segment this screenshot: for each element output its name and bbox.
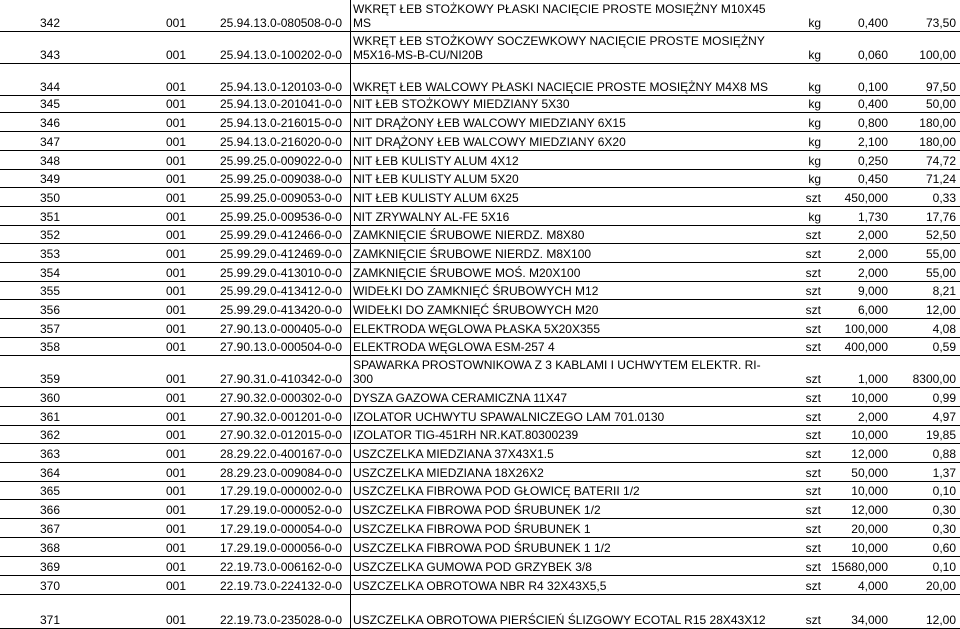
unit-cell: kg: [808, 116, 821, 130]
row-number-cell: 371: [40, 613, 61, 627]
table-row: [0, 226, 960, 244]
quantity-cell: 0,060: [857, 48, 888, 62]
item-name-cell: USZCZELKA MIEDZIANA 18X26X2: [350, 463, 774, 481]
quantity-cell: 2,000: [857, 266, 888, 280]
row-number-cell: 349: [40, 172, 61, 186]
unit-cell: szt: [805, 541, 821, 555]
item-name-cell: USZCZELKA GUMOWA POD GRZYBEK 3/8: [350, 557, 774, 575]
item-code-cell: 17.29.19.0-000056-0-0: [220, 541, 343, 555]
quantity-cell: 450,000: [844, 191, 888, 205]
table-row: [0, 463, 960, 482]
unit-cell: szt: [805, 579, 821, 593]
item-code-cell: 25.94.13.0-100202-0-0: [220, 48, 343, 62]
item-code-cell: 22.19.73.0-006162-0-0: [220, 560, 343, 574]
quantity-cell: 400,000: [844, 340, 888, 354]
table-row: [0, 482, 960, 500]
quantity-cell: 2,000: [857, 410, 888, 424]
table-row: [0, 151, 960, 170]
row-number-cell: 366: [40, 503, 61, 517]
table-row: [0, 407, 960, 426]
unit-cell: szt: [805, 303, 821, 317]
item-code-cell: 25.99.29.0-413420-0-0: [220, 303, 343, 317]
row-number-cell: 342: [40, 16, 61, 30]
item-name-cell: DYSZA GAZOWA CERAMICZNA 11X47: [350, 388, 774, 406]
unit-cell: kg: [808, 135, 821, 149]
item-name-cell: WIDEŁKI DO ZAMKNIĘĆ ŚRUBOWYCH M20: [350, 300, 774, 318]
item-name-cell: WKRĘT ŁEB WALCOWY PŁASKI NACIĘCIE PROSTE MOSIĘŻNY M4X8 MS: [350, 64, 774, 95]
row-number-cell: 370: [40, 579, 61, 593]
unit-price-cell: 17,76: [925, 210, 956, 224]
item-code-cell: 27.90.32.0-000302-0-0: [220, 391, 343, 405]
unit-price-cell: 55,00: [925, 266, 956, 280]
row-number-cell: 365: [40, 484, 61, 498]
table-row: [0, 519, 960, 538]
item-name-cell: NIT DRĄŻONY ŁEB WALCOWY MIEDZIANY 6X15: [350, 113, 774, 131]
unit-cell: kg: [808, 80, 821, 94]
unit-code-cell: 001: [166, 522, 187, 536]
unit-code-cell: 001: [166, 579, 187, 593]
unit-price-cell: 4,08: [932, 322, 956, 336]
unit-cell: kg: [808, 172, 821, 186]
item-name-cell: NIT ŁEB KULISTY ALUM 6X25: [350, 188, 774, 206]
quantity-cell: 4,000: [857, 579, 888, 593]
item-name-cell: SPAWARKA PROSTOWNIKOWA Z 3 KABLAMI I UCHWYTEM ELEKTR. RI-300: [350, 356, 774, 387]
unit-price-cell: 8,21: [932, 284, 956, 298]
item-code-cell: 25.94.13.0-216020-0-0: [220, 135, 343, 149]
unit-price-cell: 0,30: [932, 503, 956, 517]
table-row: [0, 207, 960, 226]
unit-cell: szt: [805, 447, 821, 461]
item-code-cell: 27.90.13.0-000504-0-0: [220, 340, 343, 354]
row-number-cell: 346: [40, 116, 61, 130]
unit-price-cell: 0,99: [932, 391, 956, 405]
unit-cell: szt: [805, 191, 821, 205]
row-number-cell: 363: [40, 447, 61, 461]
quantity-cell: 20,000: [851, 522, 888, 536]
item-code-cell: 25.99.29.0-413412-0-0: [220, 284, 343, 298]
row-number-cell: 359: [40, 372, 61, 386]
table-row: [0, 96, 960, 113]
unit-cell: szt: [805, 284, 821, 298]
item-name-cell: NIT ŁEB STOŻKOWY MIEDZIANY 5X30: [350, 96, 774, 112]
item-code-cell: 25.99.29.0-412469-0-0: [220, 247, 343, 261]
table-row: [0, 595, 960, 629]
quantity-cell: 1,000: [857, 372, 888, 386]
unit-price-cell: 180,00: [919, 116, 956, 130]
unit-cell: szt: [805, 340, 821, 354]
unit-price-cell: 0,59: [932, 340, 956, 354]
item-name-cell: ELEKTRODA WĘGLOWA ESM-257 4: [350, 338, 774, 355]
quantity-cell: 15680,000: [831, 560, 888, 574]
item-code-cell: 17.29.19.0-000002-0-0: [220, 484, 343, 498]
table-row: [0, 132, 960, 151]
quantity-cell: 10,000: [851, 541, 888, 555]
unit-code-cell: 001: [166, 80, 187, 94]
item-name-cell: IZOLATOR UCHWYTU SPAWALNICZEGO LAM 701.0130: [350, 407, 774, 425]
quantity-cell: 0,250: [857, 154, 888, 168]
unit-price-cell: 0,30: [932, 522, 956, 536]
unit-price-cell: 19,85: [925, 428, 956, 442]
quantity-cell: 12,000: [851, 503, 888, 517]
quantity-cell: 9,000: [857, 284, 888, 298]
quantity-cell: 0,100: [857, 80, 888, 94]
unit-price-cell: 0,88: [932, 447, 956, 461]
row-number-cell: 355: [40, 284, 61, 298]
item-name-cell: USZCZELKA FIBROWA POD GŁOWICĘ BATERII 1/2: [350, 482, 774, 499]
unit-price-cell: 1,37: [932, 466, 956, 480]
unit-price-cell: 0,33: [932, 191, 956, 205]
item-code-cell: 25.94.13.0-216015-0-0: [220, 116, 343, 130]
item-name-cell: USZCZELKA OBROTOWA PIERŚCIEŃ ŚLIZGOWY ECOTAL R15 28X43X12: [350, 595, 774, 628]
item-name-cell: ZAMKNIĘCIE ŚRUBOWE NIERDZ. M8X100: [350, 244, 774, 262]
unit-cell: szt: [805, 322, 821, 336]
item-name-cell: WIDEŁKI DO ZAMKNIĘĆ ŚRUBOWYCH M12: [350, 282, 774, 299]
unit-code-cell: 001: [166, 466, 187, 480]
row-number-cell: 347: [40, 135, 61, 149]
row-number-cell: 356: [40, 303, 61, 317]
unit-cell: kg: [808, 16, 821, 30]
unit-code-cell: 001: [166, 447, 187, 461]
table-row: [0, 444, 960, 463]
table-row: [0, 557, 960, 576]
item-name-cell: NIT ŁEB KULISTY ALUM 4X12: [350, 151, 774, 169]
item-code-cell: 25.99.25.0-009022-0-0: [220, 154, 343, 168]
item-code-cell: 25.99.25.0-009053-0-0: [220, 191, 343, 205]
unit-price-cell: 52,50: [925, 228, 956, 242]
row-number-cell: 345: [40, 97, 61, 111]
table-row: [0, 300, 960, 319]
row-number-cell: 351: [40, 210, 61, 224]
unit-code-cell: 001: [166, 560, 187, 574]
item-name-cell: ELEKTRODA WĘGLOWA PŁASKA 5X20X355: [350, 319, 774, 337]
item-code-cell: 27.90.31.0-410342-0-0: [220, 372, 343, 386]
table-row: [0, 538, 960, 557]
unit-cell: kg: [808, 48, 821, 62]
unit-code-cell: 001: [166, 228, 187, 242]
unit-code-cell: 001: [166, 410, 187, 424]
unit-code-cell: 001: [166, 48, 187, 62]
row-number-cell: 344: [40, 80, 61, 94]
row-number-cell: 362: [40, 428, 61, 442]
item-name-cell: USZCZELKA MIEDZIANA 37X43X1.5: [350, 444, 774, 462]
unit-code-cell: 001: [166, 340, 187, 354]
unit-price-cell: 100,00: [919, 48, 956, 62]
unit-code-cell: 001: [166, 97, 187, 111]
row-number-cell: 350: [40, 191, 61, 205]
table-row: [0, 64, 960, 96]
item-name-cell: WKRĘT ŁEB STOŻKOWY PŁASKI NACIĘCIE PROSTE MOSIĘŻNY M10X45 MS: [350, 0, 774, 31]
item-code-cell: 28.29.23.0-009084-0-0: [220, 466, 343, 480]
unit-code-cell: 001: [166, 135, 187, 149]
table-row: [0, 244, 960, 263]
quantity-cell: 2,000: [857, 228, 888, 242]
row-number-cell: 353: [40, 247, 61, 261]
item-name-cell: WKRĘT ŁEB STOŻKOWY SOCZEWKOWY NACIĘCIE PROSTE MOSIĘŻNY M5X16-MS-B-CU/NI20B: [350, 32, 774, 63]
unit-code-cell: 001: [166, 210, 187, 224]
item-name-cell: ZAMKNIĘCIE ŚRUBOWE MOŚ. M20X100: [350, 263, 774, 281]
item-code-cell: 25.99.29.0-412466-0-0: [220, 228, 343, 242]
quantity-cell: 34,000: [851, 613, 888, 627]
table-row: [0, 338, 960, 356]
quantity-cell: 1,730: [857, 210, 888, 224]
quantity-cell: 50,000: [851, 466, 888, 480]
item-name-cell: USZCZELKA FIBROWA POD ŚRUBUNEK 1 1/2: [350, 538, 774, 556]
table-row: [0, 576, 960, 595]
row-number-cell: 368: [40, 541, 61, 555]
quantity-cell: 2,000: [857, 247, 888, 261]
unit-price-cell: 74,72: [925, 154, 956, 168]
item-name-cell: IZOLATOR TIG-451RH NR.KAT.80300239: [350, 426, 774, 443]
quantity-cell: 0,800: [857, 116, 888, 130]
unit-code-cell: 001: [166, 191, 187, 205]
quantity-cell: 10,000: [851, 428, 888, 442]
row-number-cell: 360: [40, 391, 61, 405]
unit-code-cell: 001: [166, 391, 187, 405]
unit-code-cell: 001: [166, 428, 187, 442]
item-code-cell: 27.90.13.0-000405-0-0: [220, 322, 343, 336]
unit-code-cell: 001: [166, 16, 187, 30]
unit-cell: szt: [805, 613, 821, 627]
row-number-cell: 364: [40, 466, 61, 480]
unit-price-cell: 4,97: [932, 410, 956, 424]
item-code-cell: 25.94.13.0-201041-0-0: [220, 97, 343, 111]
table-row: [0, 113, 960, 132]
unit-cell: szt: [805, 466, 821, 480]
unit-cell: szt: [805, 428, 821, 442]
unit-code-cell: 001: [166, 303, 187, 317]
quantity-cell: 0,400: [857, 97, 888, 111]
item-name-cell: USZCZELKA FIBROWA POD ŚRUBUNEK 1: [350, 519, 774, 537]
item-code-cell: 28.29.22.0-400167-0-0: [220, 447, 343, 461]
table-row: [0, 263, 960, 282]
item-code-cell: 17.29.19.0-000054-0-0: [220, 522, 343, 536]
row-number-cell: 352: [40, 228, 61, 242]
unit-code-cell: 001: [166, 116, 187, 130]
unit-cell: szt: [805, 522, 821, 536]
unit-cell: kg: [808, 97, 821, 111]
row-number-cell: 343: [40, 48, 61, 62]
quantity-cell: 12,000: [851, 447, 888, 461]
item-code-cell: 22.19.73.0-235028-0-0: [220, 613, 343, 627]
unit-price-cell: 0,10: [932, 560, 956, 574]
unit-code-cell: 001: [166, 503, 187, 517]
item-name-cell: USZCZELKA FIBROWA POD ŚRUBUNEK 1/2: [350, 500, 774, 518]
quantity-cell: 10,000: [851, 484, 888, 498]
unit-cell: szt: [805, 266, 821, 280]
table-row: [0, 319, 960, 338]
unit-code-cell: 001: [166, 154, 187, 168]
row-number-cell: 361: [40, 410, 61, 424]
unit-price-cell: 50,00: [925, 97, 956, 111]
unit-code-cell: 001: [166, 172, 187, 186]
unit-price-cell: 73,50: [925, 16, 956, 30]
quantity-cell: 0,450: [857, 172, 888, 186]
item-code-cell: 17.29.19.0-000052-0-0: [220, 503, 343, 517]
unit-code-cell: 001: [166, 541, 187, 555]
unit-code-cell: 001: [166, 613, 187, 627]
unit-cell: szt: [805, 247, 821, 261]
table-row: [0, 500, 960, 519]
item-code-cell: 25.99.25.0-009038-0-0: [220, 172, 343, 186]
item-name-cell: USZCZELKA OBROTOWA NBR R4 32X43X5,5: [350, 576, 774, 594]
table-row: [0, 356, 960, 388]
unit-price-cell: 97,50: [925, 80, 956, 94]
table-row: [0, 426, 960, 444]
unit-cell: szt: [805, 372, 821, 386]
unit-cell: szt: [805, 560, 821, 574]
unit-code-cell: 001: [166, 266, 187, 280]
unit-cell: szt: [805, 503, 821, 517]
quantity-cell: 0,400: [857, 16, 888, 30]
unit-cell: szt: [805, 410, 821, 424]
row-number-cell: 354: [40, 266, 61, 280]
unit-price-cell: 55,00: [925, 247, 956, 261]
unit-price-cell: 0,60: [932, 541, 956, 555]
unit-price-cell: 71,24: [925, 172, 956, 186]
item-code-cell: 22.19.73.0-224132-0-0: [220, 579, 343, 593]
table-row: [0, 32, 960, 64]
unit-code-cell: 001: [166, 372, 187, 386]
unit-code-cell: 001: [166, 484, 187, 498]
unit-price-cell: 20,00: [925, 579, 956, 593]
item-name-cell: NIT ZRYWALNY AL-FE 5X16: [350, 207, 774, 225]
quantity-cell: 100,000: [844, 322, 888, 336]
row-number-cell: 348: [40, 154, 61, 168]
item-code-cell: 25.94.13.0-080508-0-0: [220, 16, 343, 30]
row-number-cell: 367: [40, 522, 61, 536]
table-row: [0, 188, 960, 207]
unit-price-cell: 12,00: [925, 303, 956, 317]
unit-cell: szt: [805, 228, 821, 242]
item-name-cell: ZAMKNIĘCIE ŚRUBOWE NIERDZ. M8X80: [350, 226, 774, 243]
unit-cell: szt: [805, 484, 821, 498]
unit-price-cell: 8300,00: [912, 372, 956, 386]
table-row: [0, 0, 960, 32]
row-number-cell: 358: [40, 340, 61, 354]
item-name-cell: NIT ŁEB KULISTY ALUM 5X20: [350, 170, 774, 187]
unit-price-cell: 0,10: [932, 484, 956, 498]
item-code-cell: 25.99.29.0-413010-0-0: [220, 266, 343, 280]
quantity-cell: 2,100: [857, 135, 888, 149]
quantity-cell: 6,000: [857, 303, 888, 317]
unit-code-cell: 001: [166, 284, 187, 298]
table-row: [0, 282, 960, 300]
row-number-cell: 369: [40, 560, 61, 574]
table-row: [0, 388, 960, 407]
quantity-cell: 10,000: [851, 391, 888, 405]
item-name-cell: NIT DRĄŻONY ŁEB WALCOWY MIEDZIANY 6X20: [350, 132, 774, 150]
item-code-cell: 27.90.32.0-012015-0-0: [220, 428, 343, 442]
unit-cell: szt: [805, 391, 821, 405]
row-number-cell: 357: [40, 322, 61, 336]
unit-cell: kg: [808, 154, 821, 168]
unit-code-cell: 001: [166, 247, 187, 261]
unit-code-cell: 001: [166, 322, 187, 336]
unit-price-cell: 12,00: [925, 613, 956, 627]
unit-price-cell: 180,00: [919, 135, 956, 149]
table-row: [0, 170, 960, 188]
item-code-cell: 27.90.32.0-001201-0-0: [220, 410, 343, 424]
item-code-cell: 25.94.13.0-120103-0-0: [220, 80, 343, 94]
unit-cell: kg: [808, 210, 821, 224]
item-code-cell: 25.99.25.0-009536-0-0: [220, 210, 343, 224]
